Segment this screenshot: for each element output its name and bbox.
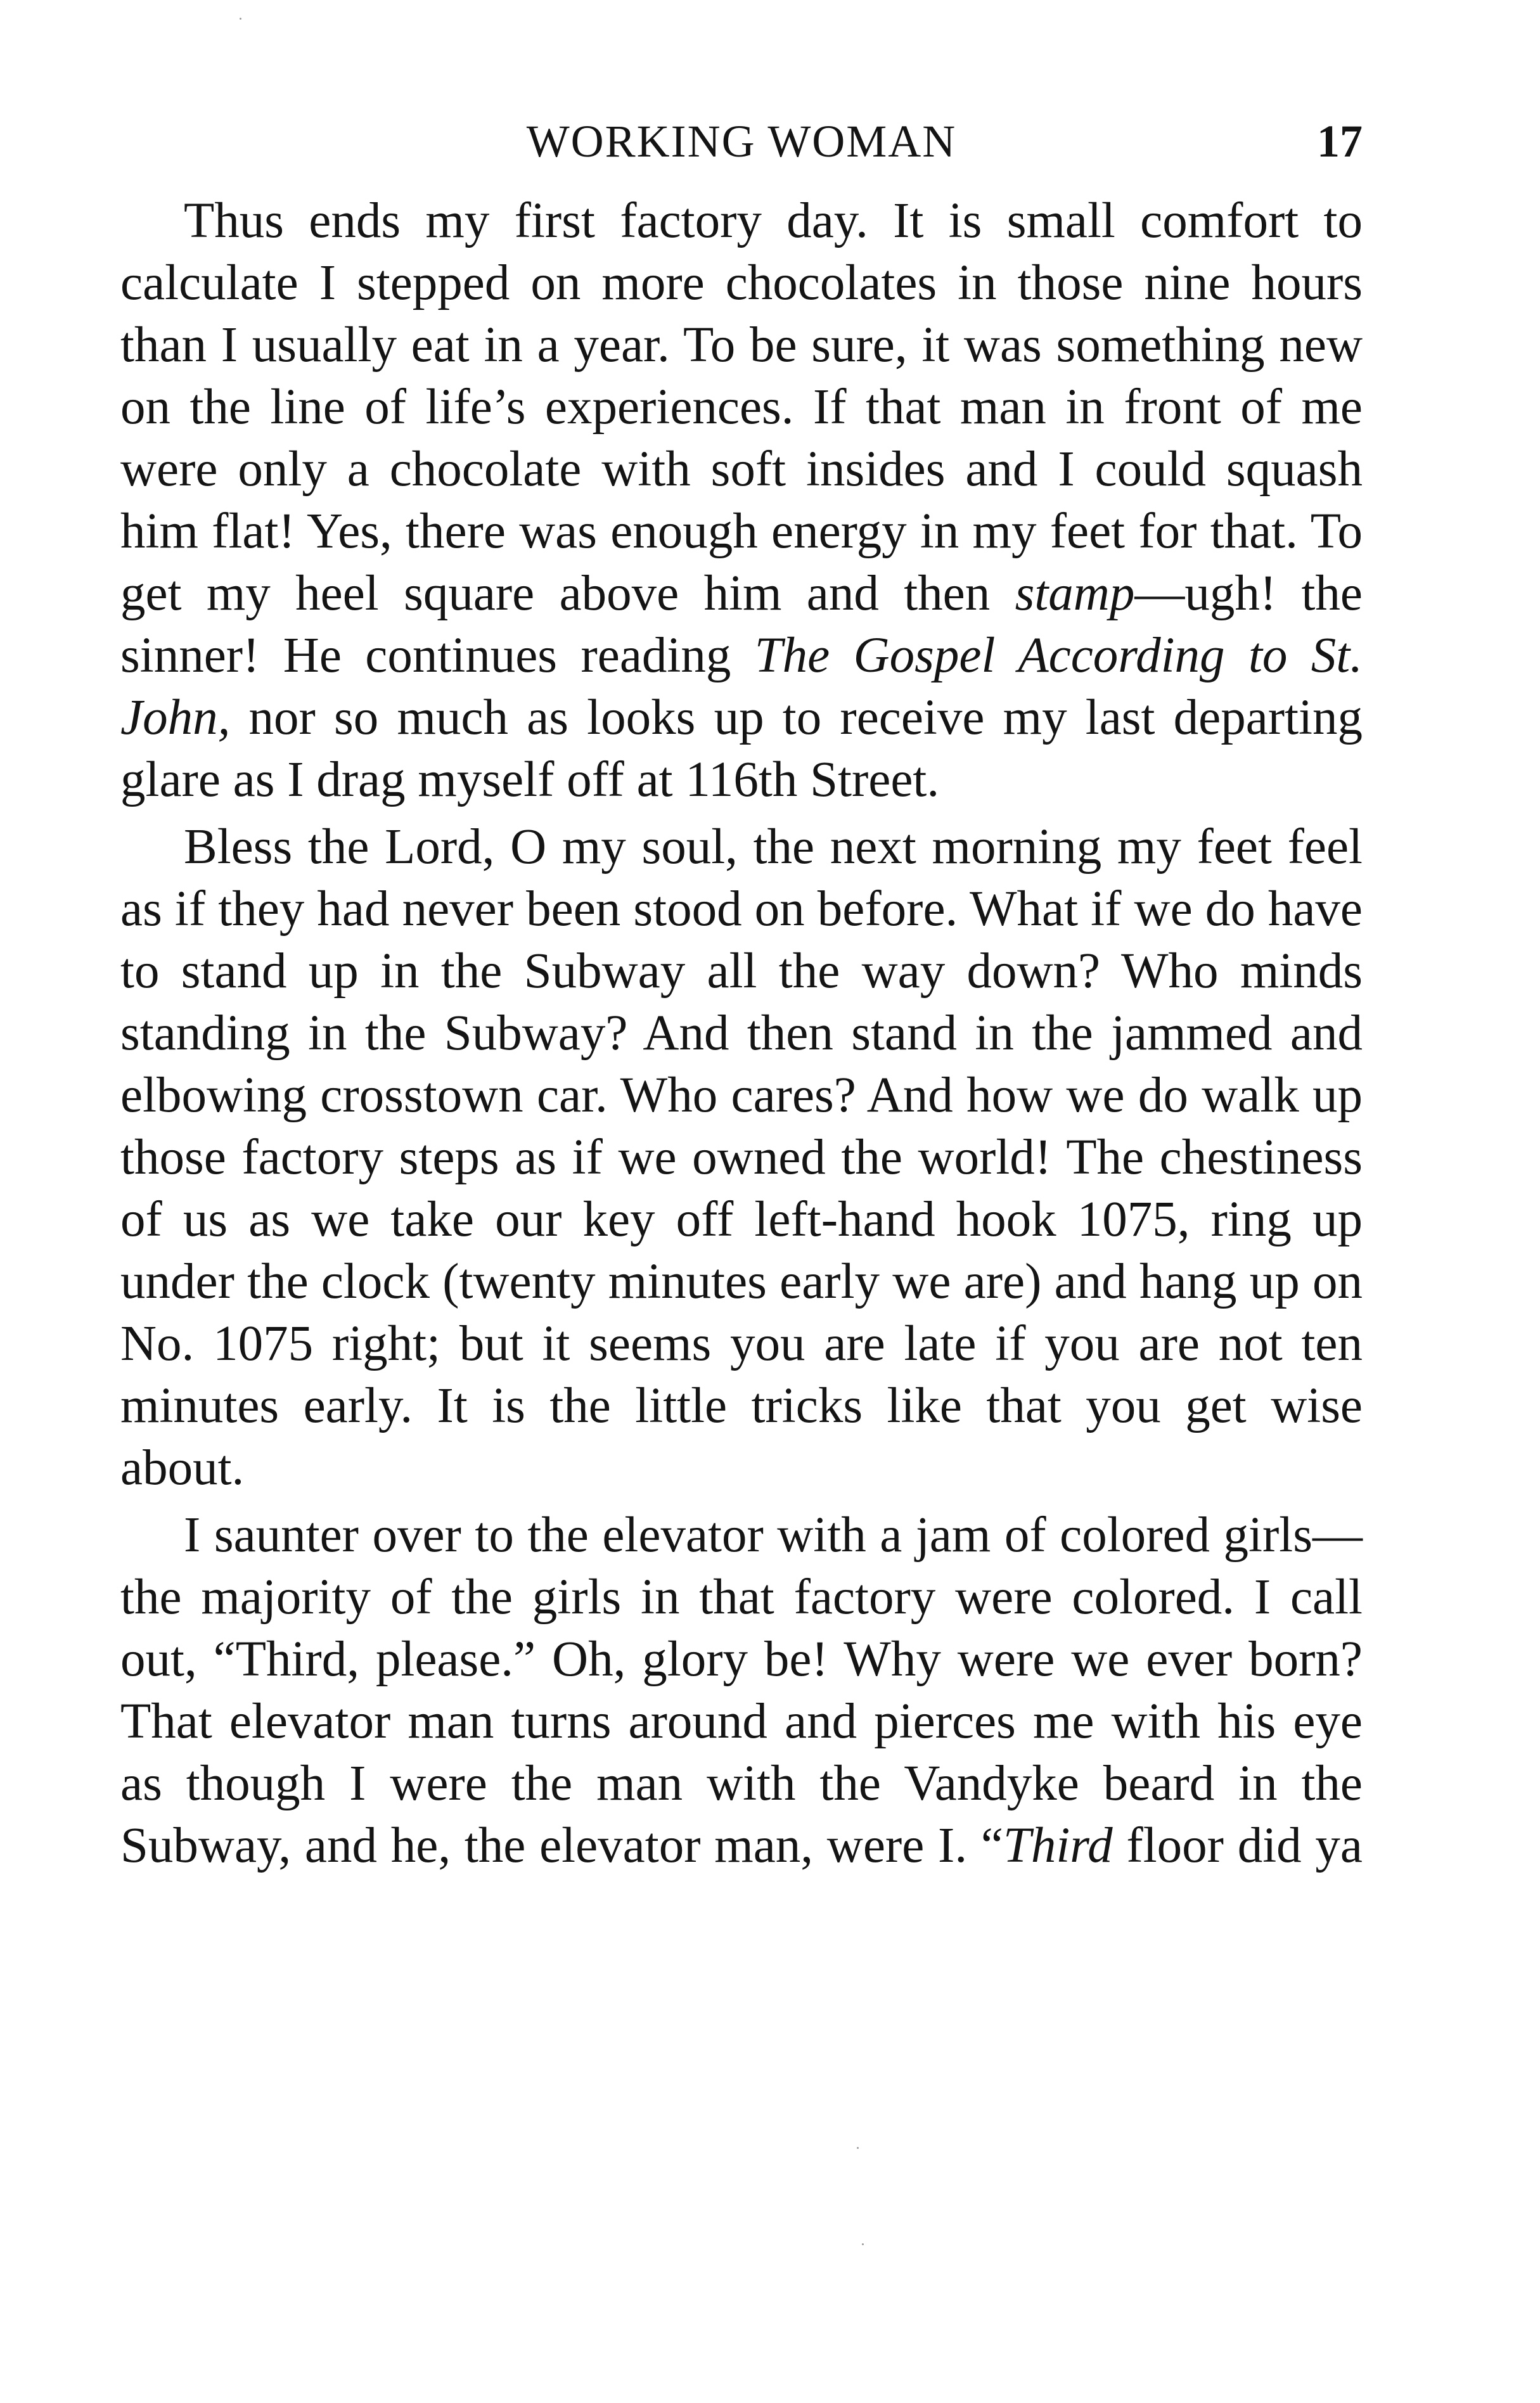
running-title: WORKING WOMAN [526,116,957,167]
paragraph-2 [120,816,1363,1499]
paragraph-2-text: Bless the Lord, O my soul, the next morning my feet feel as if they had never been stood on before. What if we do have to stand up in the Subway all the way down? Who minds standing in the Subway? And then stand in the jammed and elbowing crosstown car. Who cares? And how we do walk up those factory steps as if we owned the world! The chestiness of us as we take our key off left-hand hook 1075, ring up under the clock (twenty minutes early we are) and hang up on No. 1075 right; but it seems you are late if you are not ten minutes early. It is the little tricks like that you get wise about. [120,819,1363,1496]
paragraph-3-text: I saunter over to the elevator with a jam of colored girls—the majority of the girls in that factory were colored. I call out, “Third, please.” Oh, glory be! Why were we ever born? That elevator man turns around and pierces me with his eye as though I were the man with the Vandyke beard in the Subway, and he, the elevator man, were I. “ [120,1508,1363,1873]
italic-word-third: Third [1003,1818,1113,1873]
page-header [120,106,1363,183]
paragraph-3 [120,1504,1363,1877]
paper-speck [862,2243,864,2245]
italic-book-title: The Gospel According to St. John, [120,628,1363,745]
paragraph-1-text: nor so much as looks up to receive my last departing glare as I drag myself off at 116th Street. [120,690,1363,807]
paragraph-3-text: floor did ya [1112,1818,1363,1873]
paragraph-1-text: Thus ends my first factory day. It is small comfort to calculate I stepped on more chocolates in those nine hours than I usually eat in a year. To be sure, it was something new on the line of life’s experiences. If that man in front of me were only a chocolate with soft insides and I could squash him flat! Yes, there was enough energy in my feet for that. To get my heel square above him and then [120,193,1363,621]
paragraph-1-text: —ugh! the sinner! He continues reading [120,566,1363,683]
italic-word-stamp: stamp [1015,566,1135,621]
paragraph-1 [120,190,1363,811]
paper-speck [240,18,241,20]
paper-speck [857,2147,859,2149]
page-number: 17 [1317,116,1363,167]
body-text [120,190,1363,1877]
